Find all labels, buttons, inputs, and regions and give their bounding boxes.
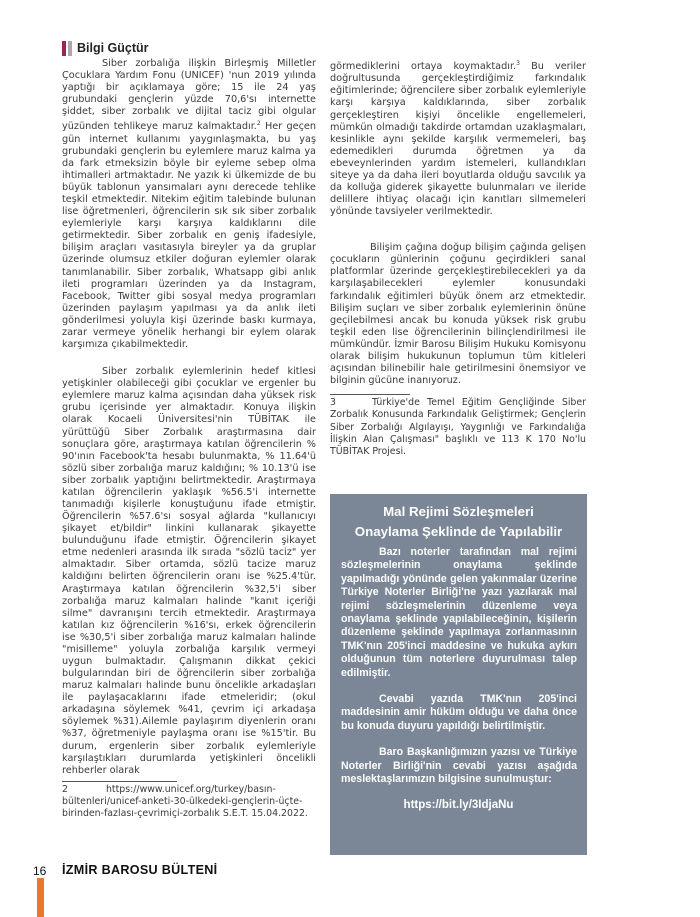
publication-name: İZMİR BAROSU BÜLTENİ [62,863,218,877]
box-paragraph: Cevabi yazıda TMK'nın 205'inci maddesinin amir hüküm olduğu ve daha önce bu konuda duyuru yapıldığı belirtilmiştir. [341,693,577,732]
box-paragraph: Baro Başkanlığımızın yazısı ve Türkiye Noterler Birliği'nin cevabi yazısı aşağıda meslektaşlarımızın bilgisine sunulmuştur: [341,746,577,786]
page-number: 16 [33,864,47,878]
paragraph: Siber zorbalığa ilişkin Birleşmiş Milletler Çocuklara Yardım Fonu (UNICEF) 'nun 2019 yılında yaptığı bir açıklamaya göre; 15 ile 24 yaş grubundaki gençlerin yüzde 70,6'sı internette şiddet, siber zorbalık ve dijital taciz gibi olgular yüzünden tehlikeye maruz kalmaktadır.$^2$ Her geçen gün internet kullanımı yaygınlaşmakta, bu yaş grubundaki gençlerin bu eylemlere maruz kalma ya da fark etmeksizin böyle bir eyleme sebep olma ihtimalleri artmaktadır. Ne yazık ki ülkemizde de bu büyük tablonun yansımaları aynı derecede tehlike teşkil etmektedir. Nitekim eğitim talebinde bulunan lise öğretmenleri, öğrencilerin sık sık siber zorbalık eylemleriyle karşı karşıya kaldıklarını dile getirmektedir. Siber zorbalık en geniş ifadesiyle, bilişim araçları vasıtasıyla bireyler ya da gruplar üzerinde olumsuz etkiler doğuran eylemler olarak tanımlanabilir. Siber zorbalık, Whatsapp gibi anlık ileti programları üzerinden ya da Instagram, Facebook, Twitter gibi sosyal medya programları üzerinden paylaşım yapılması ya da anlık ileti gönderilmesi yoluyla kişi üzerinde baskı kurmaya, zarar vermeye yönelik herhangi bir eylem olarak karşımıza çıkabilmektedir. [62,58,316,351]
announcement-box [330,494,587,855]
paragraph: Siber zorbalık eylemlerinin hedef kitlesi yetişkinler olabileceği gibi çocuklar ve ergenler bu eylemlere maruz kalma açısından daha yüksek risk grubu içerisinde yer almaktadır. Konuya ilişkin olarak Kocaeli Üniversitesi'nin TÜBİTAK ile yürüttüğü Siber Zorbalık araştırmasına dair sonuçlara göre, araştırmaya katılan öğrencilerin % 90'ının Facebook'ta hesabı bulunmakta, % 11.64'ü sözlü siber zorbalığa maruz kaldığını; % 10.13'ü ise siber zorbalık yaptığını belirtmektedir. Araştırmaya katılan öğrencilerin yaklaşık %56.5'i internette tanımadığı kişilerle konuştuğunu ifade etmiştir. Öğrencilerin %57.6'sı sosyal ağlarda "kullanıcıyı şikayet et/bildir" linkini kullanarak şikayette bulunduğunu ifade etmiştir. Öğrencilerin şikayet etme nedenleri arasında ilk sırada "sözlü taciz" yer almaktadır. Siber ortamda, sözlü tacize maruz kaldığını belirten öğrencilerin oranı ise %25.4'tür. Araştırmaya katılan öğrencilerin %32,5'i siber zorbalığa maruz kalmaları halinde "kanıt içeriği silme" davranışını tercih etmektedir. Araştırmaya katılan kız öğrencilerin %16'sı, erkek öğrencilerin ise %30,5'i siber zorbalığa maruz kalmaları halinde "misilleme" yoluyla zorbalığa karşılık vermeyi uygun bulmaktadır. Çalışmanın dikkat çekici bulgularından biri de öğrencilerin siber zorbalığa maruz kalmaları halinde bunu öncelikle arkadaşları ile paylaşacaklarını ifade etmeleridir; (okul arkadaşına söylemek %41, çevrim içi arkadaşa söylemek %31).Ailemle paylaşırım diyenlerin oranı %37, öğretmeniyle paylaşma oranı ise %15'tir. Bu durum, ergenlerin siber zorbalık eylemleriyle karşılaştıkları durumlarda yetişkinleri öncelikli rehberler olarak [62,366,316,776]
box-link[interactable]: https://bit.ly/3IdjaNu [403,798,514,811]
right-column [330,58,586,458]
section-header [62,40,149,56]
paragraph: Bilişim çağına doğup bilişim çağında gelişen çocukların günlerinin çoğunu geçirdikleri sanal platformlar üzerinde gerçekleştirebilecekleri ya da karşılaşabilecekleri eylemler konusundaki farkındalık eğitimleri büyük önem arz etmektedir. Bilişim suçları ve siber zorbalık eylemlerinin önüne geçilebilmesi ancak bu konuda yüksek risk grubu teşkil eden lise öğrencilerinin bilinçlendirilmesi ile mümkündür. İzmir Barosu Bilişim Hukuku Komisyonu olarak bilişim hukukunun toplumun tüm kitleleri açısından bilinebilir hale getirilmesini önemsiyor ve bilginin gücüne inanıyoruz. [330,242,586,387]
left-column [62,58,316,820]
page-edge-marker [37,878,44,917]
footnote-divider [330,394,410,395]
section-title: Bilgi Güçtür [77,41,149,55]
section-marker-icon [62,41,72,56]
footnote-link[interactable]: https://www.unicef.org/turkey/basın-bültenleri/unicef-anketi-30-ülkedeki-gençlerin-üçte-birinden-fazlası-çevrimiçi-zorbalık S.E.T. 15.04.2022. [62,783,308,820]
footnote-ref[interactable]: 3 [516,60,520,67]
paragraph: görmediklerini ortaya koymaktadır.$^3$ Bu veriler doğrultusunda gerçekleştirdiğimiz farkındalık eğitimlerinde; öğrencilere siber zorbalık eylemleriyle karşı karşıya kaldıklarında, siber zorbalık gerçekleştiren kişiyi öncelikle engellemeleri, mümkün olmadığı takdirde ortamdan uzaklaşmaları, kesinlikle aynı şekilde karşılık vermemeleri, baş edemedikleri durumda öğretmen ya da ebeveynlerinden yardım istemeleri, kullandıkları siteye ya da daha ileri boyutlarda olduğu savcılık ya da kolluğa giderek şikayette bulunmaları ve ileride delillere ihtiyaç olacağı için kanıtları silmemeleri yönünde tavsiyeler verilmektedir. [330,60,586,218]
footnote: 3 Türkiye'de Temel Eğitim Gençliğinde Siber Zorbalık Konusunda Farkındalık Geliştirmek; Gençlerin Siber Zorbalığı Algılayışı, Yaygınlığı ve Farkındalığa İlişkin Alan Çalışması" başlıklı ve 113 K 170 No'lu TÜBİTAK Projesi. [330,397,586,457]
footnote-divider [62,781,177,782]
footnote-ref[interactable]: 2 [256,120,261,128]
box-title: Mal Rejimi Sözleşmeleri Onaylama Şeklinde de Yapılabilir [354,504,563,539]
box-paragraph: Bazı noterler tarafından mal rejimi sözleşmelerinin onaylama şeklinde yapılmadığı yönünde gelen yakınmalar üzerine Türkiye Noterler Birliği'ne yazı yazılarak mal rejimi sözleşmelerinin düzenleme veya onaylama şeklinde yapılabileceğinin, kişilerin düzenleme şeklinde yapılmaya zorlanmasının TMK'nın 205'inci maddesine ve hukuka aykırı olduğunun tüm noterlere duyurulması talep edilmiştir. [341,546,577,679]
footnote: 2 https://www.unicef.org/turkey/basın-bültenleri/unicef-anketi-30-ülkedeki-gençlerin-üçte-birinden-fazlası-çevrimiçi-zorbalık S.E.T. 15.04.2022. [62,783,308,820]
